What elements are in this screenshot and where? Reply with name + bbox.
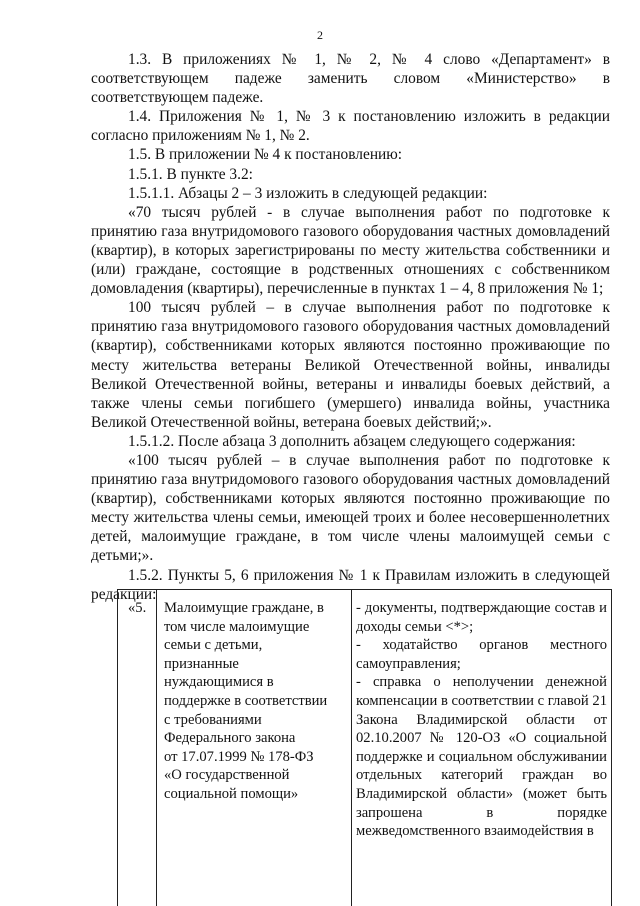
table-cell-category — [157, 590, 352, 906]
category-line: Федерального закона — [164, 730, 296, 747]
document-item: - документы, подтверждающие состав и доходы семьи <*>; — [356, 600, 607, 635]
category-text — [164, 599, 345, 804]
benefits-table — [117, 589, 612, 906]
category-line: нуждающимися в — [164, 674, 274, 691]
document-body — [91, 50, 610, 604]
category-line: социальной помощи» — [164, 785, 299, 802]
table-cell-documents — [352, 590, 611, 906]
quote-100-thousand-families: «100 тысяч рублей – в случае выполнения работ по подготовке к принятию газа внутридомового газового оборудования частных домовладений (квартир), собственниками которых являются постоянно проживающие по месту жительства члены семьи, имеющей троих и более несовершеннолетних детей, малоимущие граждане, в том числе члены малоимущей семьи с детьми;». — [91, 451, 610, 565]
category-line: том числе малоимущие — [164, 618, 310, 635]
category-line: от 17.07.1999 № 178-ФЗ — [164, 748, 314, 765]
documents-list — [356, 599, 607, 841]
paragraph-1-5-1: 1.5.1. В пункте 3.2: — [128, 165, 253, 183]
row-number: «5. — [128, 600, 147, 616]
paragraph-1-5: 1.5. В приложении № 4 к постановлению: — [128, 146, 403, 164]
category-line: «О государственной — [164, 767, 290, 784]
page-number: 2 — [317, 28, 323, 42]
paragraph-1-5-2: 1.5.2. Пункты 5, 6 приложения № 1 к Правилам изложить в следующей редакции: — [91, 566, 610, 603]
category-line: признанные — [164, 655, 239, 672]
paragraph-1-5-1-2: 1.5.1.2. После абзаца 3 дополнить абзацем следующего содержания: — [128, 432, 576, 450]
quote-70-thousand: «70 тысяч рублей - в случае выполнения работ по подготовке к принятию газа внутридомового газового оборудования частных домовладений (квартир), в которых зарегистрированы по месту жительства собственники и (или) граждане, состоящие в родственных отношениях с собственником домовладения (квартиры), перечисленные в пунктах 1 – 4, 8 приложения № 1; — [91, 203, 610, 298]
category-line: Малоимущие граждане, в — [164, 600, 324, 616]
category-line: поддержке в соответствии — [164, 692, 328, 709]
paragraph-1-3: 1.3. В приложениях № 1, № 2, № 4 слово «Департамент» в соответствующем падеже заменить словом «Министерство» в соответствующем падеже. — [91, 51, 610, 107]
document-item: - ходатайство органов местного самоуправления; — [356, 637, 607, 672]
category-line: семьи с детьми, — [164, 637, 263, 654]
paragraph-1-5-1-1: 1.5.1.1. Абзацы 2 – 3 изложить в следующей редакции: — [128, 184, 488, 202]
quote-100-thousand-veterans: 100 тысяч рублей – в случае выполнения работ по подготовке к принятию газа внутридомового газового оборудования частных домовладений (квартир), собственниками которых являются постоянно проживающие по месту жительства ветераны Великой Отечественной войны, инвалиды Великой Отечественной войны, ветераны и инвалиды боевых действий, а также члены семьи погибшего (умершего) инвалида войны, участника Великой Отечественной войны, ветерана боевых действий;». — [91, 299, 610, 431]
paragraph-1-4: 1.4. Приложения № 1, № 3 к постановлению изложить в редакции согласно приложениям № 1, № 2. — [91, 108, 610, 145]
document-item: - справка о неполучении денежной компенсации в соответствии с главой 21 Закона Владимирской области от 02.10.2007 № 120-ОЗ «О социальной поддержке и социальном обслуживании отдельных категорий граждан во Владимирской области» (может быть запрошена в порядке межведомственного взаимодействия в — [356, 674, 607, 840]
table-cell-number — [118, 590, 157, 906]
category-line: с требованиями — [164, 711, 262, 728]
